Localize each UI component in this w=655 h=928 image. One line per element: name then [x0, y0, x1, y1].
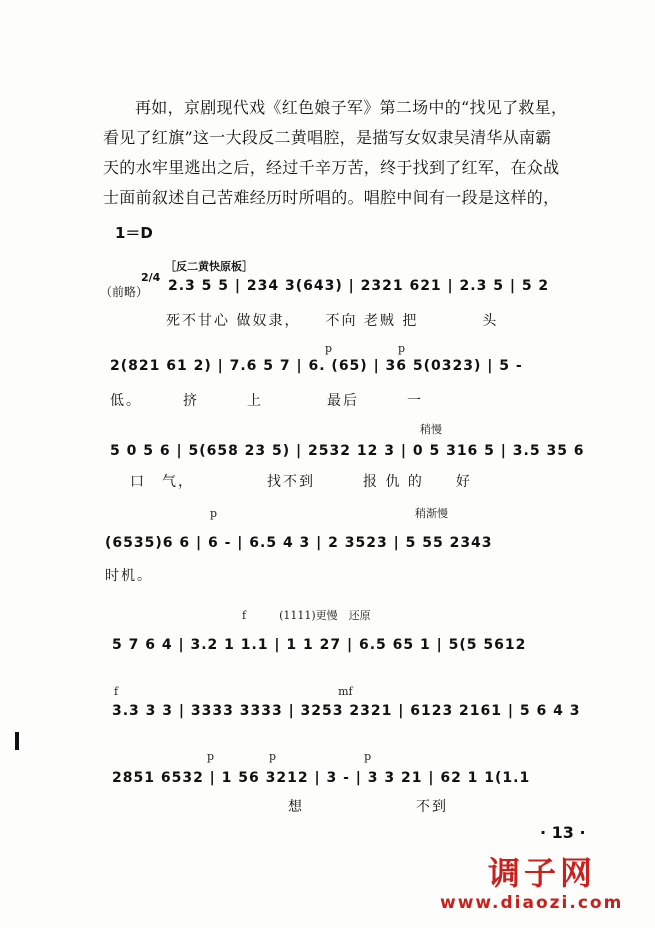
lyrics-line: 死不甘心 做奴隶， 不向 老贼 把 头 [166, 313, 499, 329]
notation-line: 2.3 5 5 | 234 3(643) | 2321 621 | 2.3 5 | 5 2 [168, 278, 550, 294]
notation-line: 5 0 5 6 | 5(658 23 5) | 2532 12 3 | 0 5 316 5 | 3.5 35 6 [110, 443, 585, 459]
notation-line: 2851 6532 | 1 56 3212 | 3 - | 3 3 21 | 62 1 1(1.1 [112, 770, 531, 786]
lyrics-line: 想 不到 [112, 799, 448, 815]
watermark-title: 调子网 [488, 854, 597, 892]
lyrics-line: 口 气， 找不到 报 仇 的 好 [130, 474, 472, 490]
banban-label: ［反二黄快原板］ [165, 260, 253, 273]
paragraph-line: 天的水牢里逃出之后，经过千辛万苦，终于找到了红军，在众战 [103, 158, 560, 177]
dynamics-marks: p p p [207, 750, 372, 763]
notation-line: 3.3 3 3 | 3333 3333 | 3253 2321 | 6123 2161 | 5 6 4 3 [112, 703, 581, 719]
notation-line: (6535)6 6 | 6 - | 6.5 4 3 | 2 3523 | 5 55 2343 [105, 535, 493, 551]
paragraph-line: 看见了红旗”这一大段反二黄唱腔，是描写女奴隶吴清华从南霸 [103, 128, 552, 147]
scan-edge-mark [15, 732, 19, 750]
dynamics-marks: f mf [114, 685, 353, 698]
watermark-url: www.diaozi.com [440, 893, 624, 913]
score-prefix: （前略） [100, 285, 149, 299]
tempo-mark: 稍慢 [420, 423, 442, 436]
paragraph-line: 士面前叙述自己苦难经历时所唱的。唱腔中间有一段是这样的， [103, 188, 560, 207]
lyrics-line: 低。 挤 上 最后 一 [110, 393, 423, 409]
dynamics-marks: p 稍渐慢 [210, 507, 449, 520]
lyrics-line: 时机。 [105, 568, 153, 584]
body-paragraph [103, 93, 593, 213]
time-signature: 2/4 [141, 271, 161, 284]
dynamics-marks: p p [325, 342, 406, 355]
dynamics-marks: f (1111)更慢 还原 [242, 609, 371, 622]
page-number: · 13 · [540, 823, 586, 842]
key-signature: 1＝D [115, 224, 153, 242]
paragraph-line: 再如，京剧现代戏《红色娘子军》第二场中的“找见了救星， [135, 98, 568, 117]
notation-line: 5 7 6 4 | 3.2 1 1.1 | 1 1 27 | 6.5 65 1 | 5(5 5612 [112, 637, 527, 653]
notation-line: 2(821 61 2) | 7.6 5 7 | 6. (65) | 36 5(0323) | 5 - [110, 358, 523, 374]
